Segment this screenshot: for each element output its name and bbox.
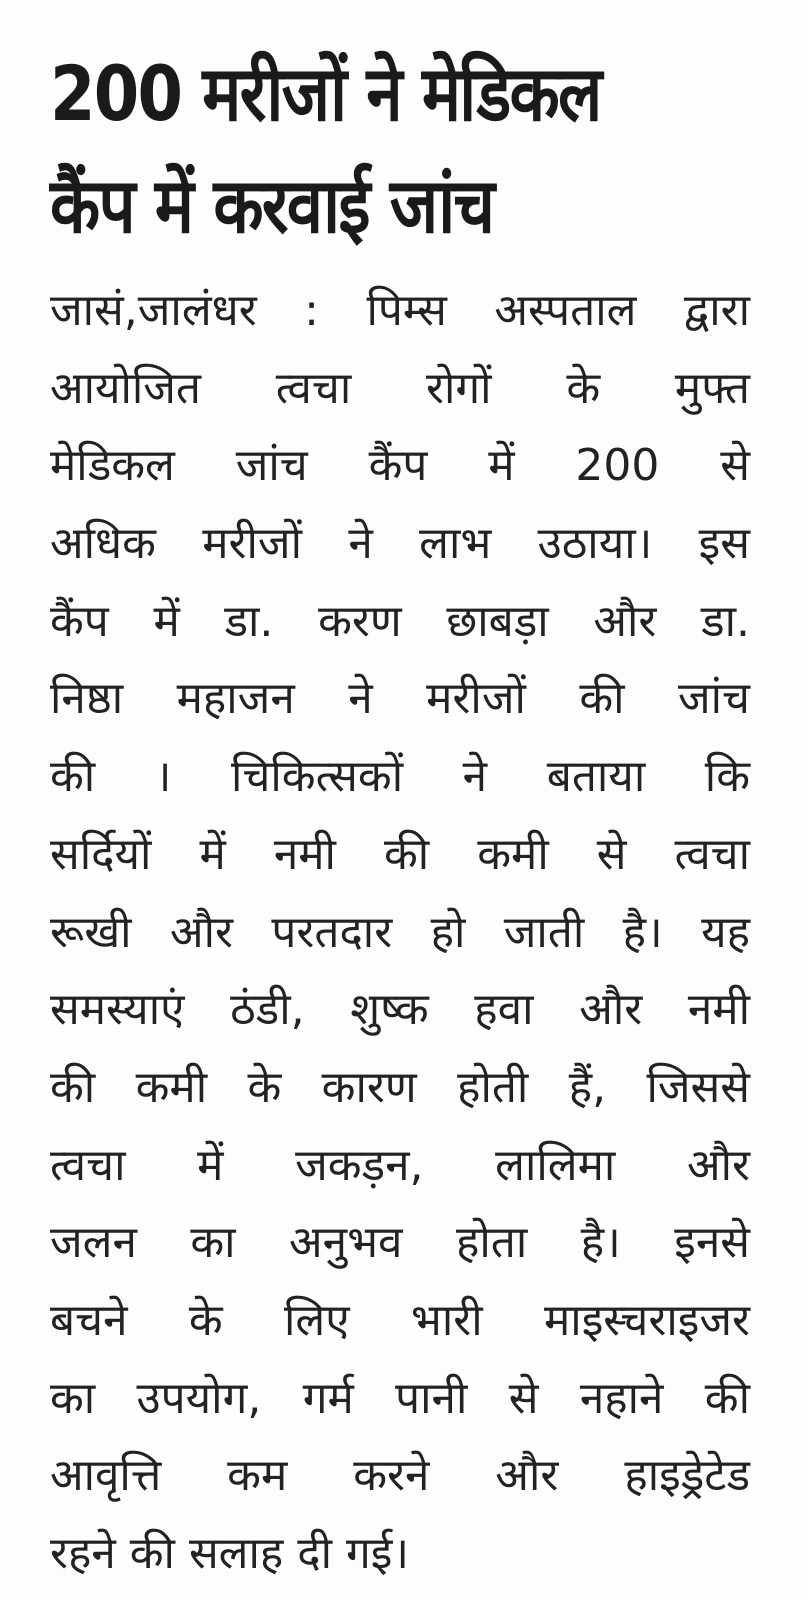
headline — [50, 38, 678, 262]
article-line-15: का उपयोग, गर्म पानी से नहाने की — [50, 1372, 750, 1424]
headline-line-2: कैंप में करवाई जांच — [50, 161, 494, 250]
article-line-11: की कमी के कारण होती हैं, जिससे — [50, 1061, 750, 1113]
article-line-7: की । चिकित्सकों ने बताया कि — [50, 751, 750, 803]
article-line-6: निष्ठा महाजन ने मरीजों की जांच — [50, 673, 750, 725]
article-line-10: समस्याएं ठंडी, शुष्क हवा और नमी — [50, 984, 750, 1036]
headline-line-1: 200 मरीजों ने मेडिकल — [50, 49, 601, 138]
article-line-9: रूखी और परतदार हो जाती है। यह — [50, 906, 750, 958]
article-line-13: जलन का अनुभव होता है। इनसे — [50, 1217, 750, 1269]
article-body — [50, 272, 750, 1593]
article-line-4: अधिक मरीजों ने लाभ उठाया। इस — [50, 518, 750, 570]
article-line-14: बचने के लिए भारी माइस्चराइजर — [50, 1294, 750, 1346]
article-line-5: कैंप में डा. करण छाबड़ा और डा. — [50, 595, 750, 647]
article-line-8: सर्दियों में नमी की कमी से त्वचा — [50, 828, 750, 880]
article-line-17: रहने की सलाह दी गई। — [50, 1528, 410, 1579]
article-line-2: आयोजित त्वचा रोगों के मुफ्त — [50, 362, 750, 414]
article-line-3: मेडिकल जांच कैंप में 200 से — [50, 440, 750, 492]
article-line-16: आवृत्ति कम करने और हाइड्रेटेड — [50, 1450, 750, 1502]
article-line-12: त्वचा में जकड़न, लालिमा और — [50, 1139, 750, 1191]
article-line-1: जासं,जालंधर : पिम्स अस्पताल द्वारा — [50, 285, 750, 336]
